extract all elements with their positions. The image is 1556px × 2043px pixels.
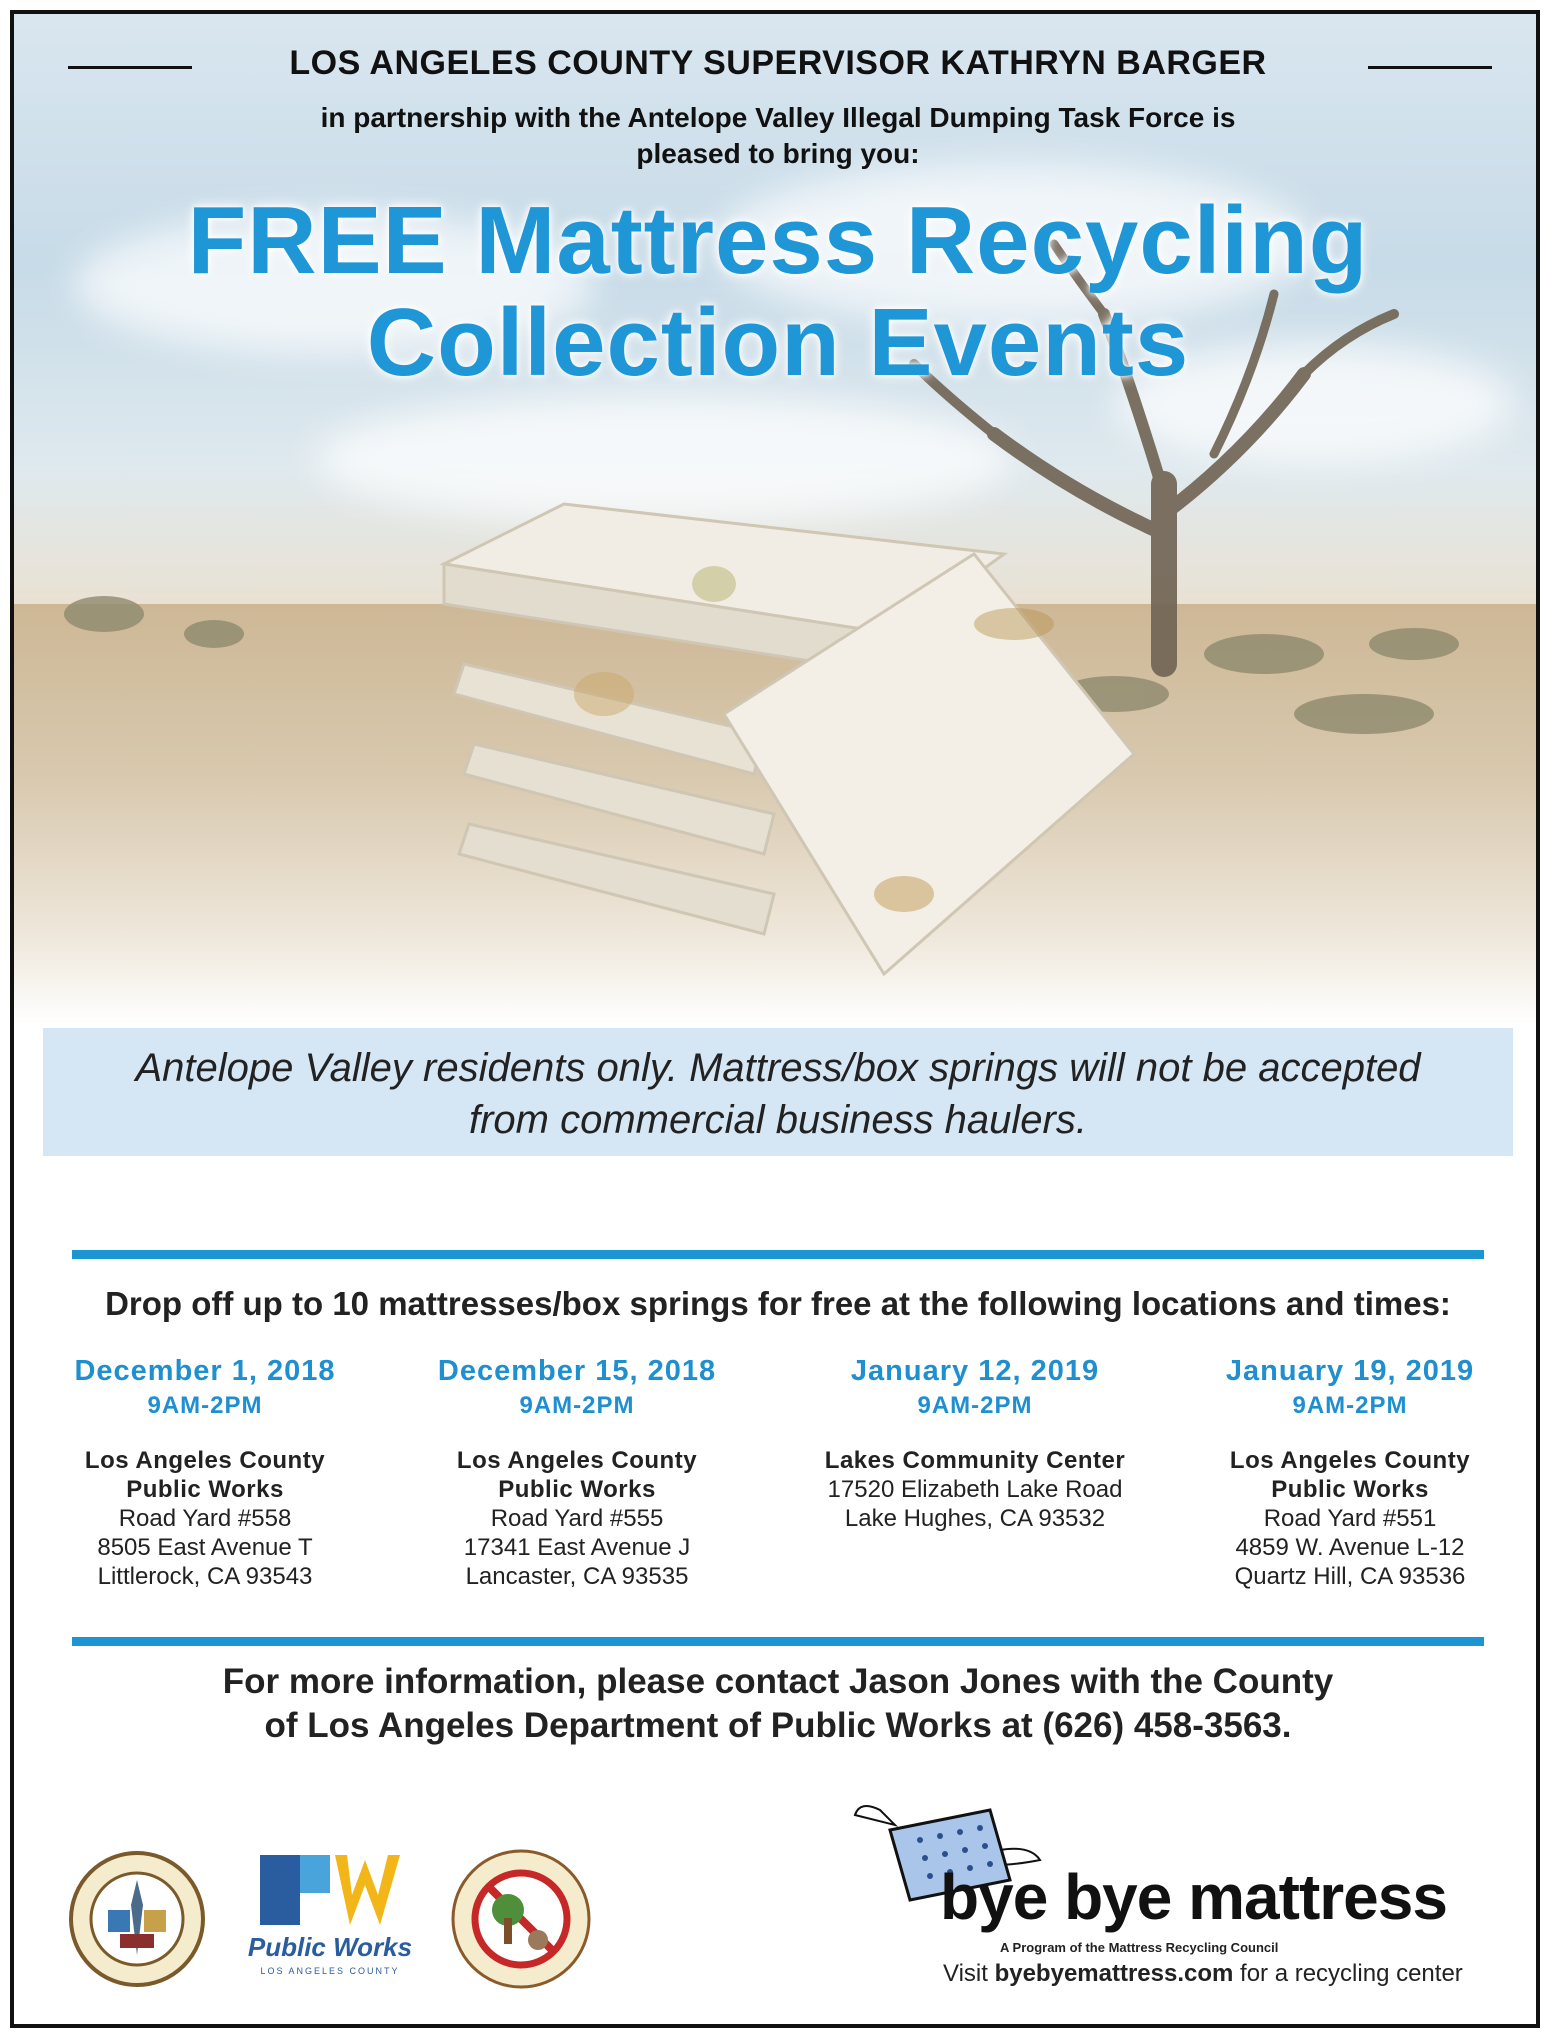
public-works-logo: [247, 1850, 413, 1990]
event-location: [800, 1446, 1150, 1533]
location-name-2: Public Works: [498, 1476, 656, 1503]
divider-bottom: [72, 1637, 1484, 1646]
location-address-1: 17520 Elizabeth Lake Road: [827, 1476, 1123, 1503]
pw-name: Public Works: [247, 1932, 413, 1962]
event-time: 9AM-2PM: [1292, 1392, 1408, 1419]
contact-line2: of Los Angeles Department of Public Works at (626) 458-3563.: [264, 1706, 1292, 1745]
location-address-2: Lake Hughes, CA 93532: [844, 1505, 1106, 1532]
event-column: [1175, 1355, 1525, 1591]
location-address-3: Lancaster, CA 93535: [465, 1563, 689, 1590]
pw-sub: LOS ANGELES COUNTY: [260, 1966, 400, 1976]
event-location: [1175, 1446, 1525, 1591]
notice-line1: Antelope Valley residents only. Mattress/box springs will not be accepted: [135, 1046, 1421, 1090]
notice-line2: from commercial business haulers.: [469, 1098, 1087, 1142]
event-date: December 1, 2018: [74, 1355, 336, 1387]
event-date: January 19, 2019: [1225, 1355, 1475, 1387]
divider-top: [72, 1250, 1484, 1259]
location-name: Los Angeles County: [456, 1447, 698, 1474]
location-address-2: 4859 W. Avenue L-12: [1235, 1534, 1465, 1561]
illegal-dumping-logo: [450, 1848, 592, 1990]
event-date: January 12, 2019: [850, 1355, 1100, 1387]
contact-line1: For more information, please contact Jason Jones with the County: [222, 1662, 1334, 1701]
headline-line2: Collection Events: [366, 289, 1190, 396]
county-seal-logo: [68, 1850, 206, 1988]
bye-bye-mattress-tagline: A Program of the Mattress Recycling Council: [1000, 1940, 1279, 1955]
event-column: [800, 1355, 1150, 1533]
location-address-2: 17341 East Avenue J: [463, 1534, 691, 1561]
header-subtitle-line2: pleased to bring you:: [636, 138, 920, 169]
location-address-1: Road Yard #558: [118, 1505, 292, 1532]
location-address-1: Road Yard #555: [490, 1505, 664, 1532]
header-subtitle: [0, 100, 1556, 172]
bye-bye-mattress-wordmark: bye bye mattress: [940, 1861, 1447, 1933]
residents-notice: [43, 1028, 1513, 1156]
visit-link[interactable]: byebyemattress.com: [994, 1960, 1234, 1987]
location-name-2: Public Works: [126, 1476, 284, 1503]
headline-line1: FREE Mattress Recycling: [187, 187, 1369, 294]
visit-text: [943, 1960, 1463, 1988]
event-time: 9AM-2PM: [147, 1392, 263, 1419]
event-time: 9AM-2PM: [917, 1392, 1033, 1419]
header-subtitle-line1: in partnership with the Antelope Valley Illegal Dumping Task Force is: [320, 102, 1236, 133]
location-name: Los Angeles County: [1229, 1447, 1471, 1474]
location-address-2: 8505 East Avenue T: [97, 1534, 313, 1561]
event-location: [402, 1446, 752, 1591]
event-column: [402, 1355, 752, 1591]
location-name-2: Public Works: [1271, 1476, 1429, 1503]
location-name: Los Angeles County: [84, 1447, 326, 1474]
visit-prefix: Visit: [943, 1960, 995, 1987]
event-location: [30, 1446, 380, 1591]
location-address-3: Quartz Hill, CA 93536: [1234, 1563, 1466, 1590]
location-address-1: Road Yard #551: [1263, 1505, 1437, 1532]
event-time: 9AM-2PM: [519, 1392, 635, 1419]
dropoff-text: Drop off up to 10 mattresses/box springs for free at the following locations and times:: [105, 1285, 1451, 1322]
location-name: Lakes Community Center: [824, 1447, 1126, 1474]
header-title: LOS ANGELES COUNTY SUPERVISOR KATHRYN BARGER: [289, 44, 1267, 82]
pw-icon: [250, 1850, 410, 1930]
location-address-3: Littlerock, CA 93543: [97, 1563, 313, 1590]
visit-suffix: for a recycling center: [1233, 1960, 1463, 1987]
event-column: [30, 1355, 380, 1591]
contact-info: [0, 1660, 1556, 1748]
event-date: December 15, 2018: [437, 1355, 717, 1387]
